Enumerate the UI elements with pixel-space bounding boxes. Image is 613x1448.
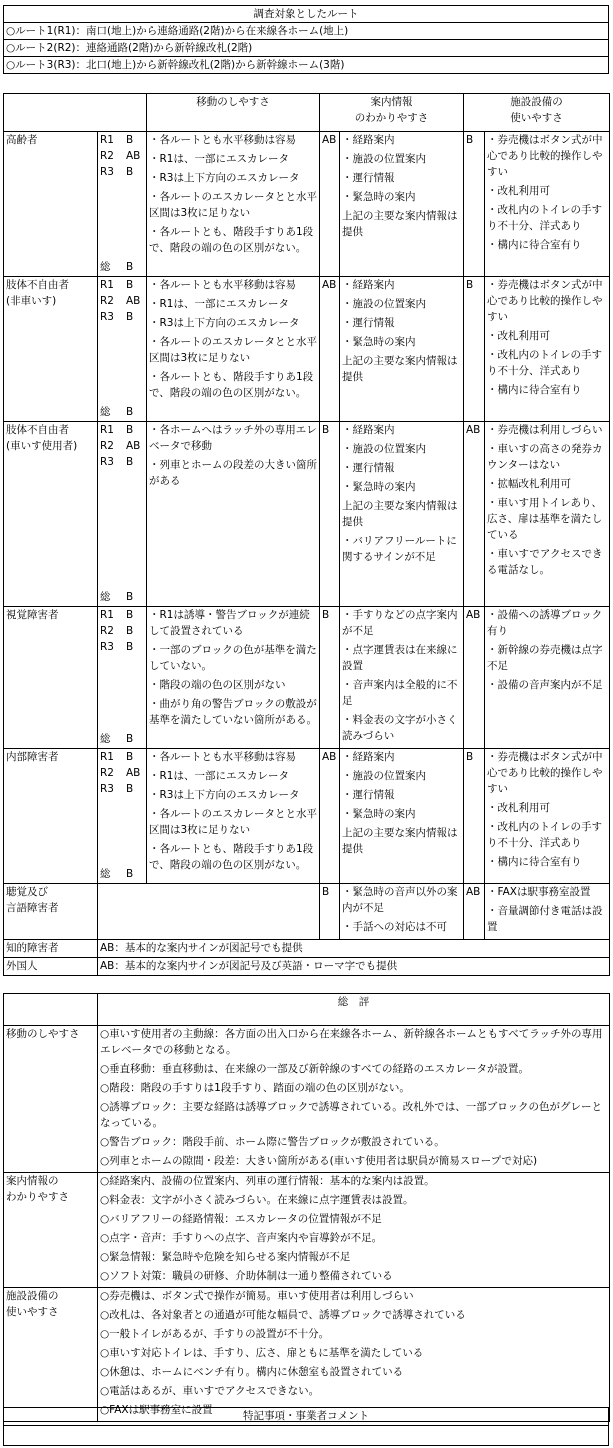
- mobility-item: ・R1は、一部にエスカレータ: [149, 153, 289, 165]
- facility-item: ・改札内のトイレの手すり不十分、洋式あり: [487, 204, 602, 232]
- facility-item: ・券売機はボタン式が中心であり比較的操作しやすい: [487, 751, 603, 795]
- summary-item: ○列車とホームの隙間・段差：大きい箇所がある(車いす使用者は駅員が簡易スロープで対応): [100, 1155, 538, 1167]
- summary-section-label: 施設設備の 使いやすさ: [4, 1288, 98, 1422]
- facility-item: ・改札利用可: [487, 185, 550, 197]
- info-rating: B: [320, 884, 340, 940]
- category-label: 視覚障害者: [4, 607, 98, 749]
- facility-rating: AB: [464, 607, 485, 749]
- facility-cell: [485, 749, 610, 884]
- summary-item: ○経路案内、設備の位置案内、列車の運行情報：基本的な案内は設置。: [100, 1175, 435, 1187]
- facility-item: ・設備の音声案内が不足: [487, 679, 603, 691]
- info-item: ・施設の位置案内: [342, 443, 426, 455]
- eval-header-blank: [4, 94, 147, 132]
- summary-item: ○券売機は、ボタン式で操作が簡易。車いす使用者は利用しづらい: [100, 1290, 414, 1302]
- summary-item: ○一般トイレがあるが、手すりの設置が不十分。: [100, 1328, 330, 1340]
- facility-cell: [485, 422, 610, 607]
- facility-rating: AB: [464, 422, 485, 607]
- facility-item: ・券売機は利用しづらい: [487, 424, 603, 436]
- routes-table: [3, 5, 609, 74]
- category-label: 聴覚及び 言語障害者: [4, 884, 98, 940]
- summary-item: ○料金表：文字が小さく読みづらい。在来線に点字運賃表は設置。: [100, 1194, 414, 1206]
- info-item: ・緊急時の案内: [342, 481, 416, 493]
- facility-item: ・改札利用可: [487, 330, 550, 342]
- mobility-item: ・列車とホームの段差の大きい箇所がある: [149, 459, 317, 487]
- header-mobility: 移動のしやすさ: [147, 94, 320, 132]
- routes-title: 調査対象としたルート: [4, 6, 609, 23]
- route-level: R2 AB: [100, 440, 141, 452]
- mobility-cell: [147, 749, 320, 884]
- info-item: ・音声案内は全般的に不足: [342, 679, 458, 707]
- facility-item: ・券売機はボタン式が中心であり比較的操作しやすい: [487, 279, 603, 323]
- category-label: 知的障害者: [4, 940, 98, 958]
- summary-section-label: 移動のしやすさ: [4, 1026, 98, 1173]
- foreigner-text: AB：基本的な案内サインが図記号及び英語・ローマ字でも提供: [98, 958, 610, 976]
- facility-item: ・改札内のトイレの手すり不十分、洋式あり: [487, 349, 602, 377]
- summary-section-body: [98, 1173, 610, 1288]
- facility-item: ・構内に待合室有り: [487, 239, 582, 251]
- mobility-item: ・各ルートとも水平移動は容易: [149, 134, 296, 146]
- facility-item: ・設備への誘導ブロック有り: [487, 609, 603, 637]
- route-level: R1 B: [100, 609, 134, 621]
- info-cell: [340, 132, 464, 277]
- info-item: ・経路案内: [342, 134, 395, 146]
- summary-title: 総 評: [98, 994, 610, 1026]
- info-item: ・経路案内: [342, 751, 395, 763]
- info-cell: [340, 277, 464, 422]
- info-item: ・手すりなどの点字案内が不足: [342, 609, 458, 637]
- route-level: R3 B: [100, 311, 134, 323]
- summary-section-body: [98, 1026, 610, 1173]
- facility-item: ・車いすの高さの発券カウンターはない: [487, 443, 603, 471]
- facility-item: ・拡幅改札利用可: [487, 478, 571, 490]
- route-level: R1 B: [100, 279, 134, 291]
- intellectual-text: AB：基本的な案内サインが図記号でも提供: [98, 940, 610, 958]
- info-item: ・運行情報: [342, 172, 395, 184]
- info-item: 上記の主要な案内情報は提供: [342, 210, 458, 238]
- facility-rating: B: [464, 132, 485, 277]
- route-level: R2 AB: [100, 767, 141, 779]
- mobility-item: ・R3は上下方向のエスカレータ: [149, 789, 300, 801]
- info-item: ・手話への対応は不可: [342, 921, 447, 933]
- overall-level: 総 B: [100, 261, 134, 273]
- category-label: 外国人: [4, 958, 98, 976]
- info-item: ・経路案内: [342, 279, 395, 291]
- facility-cell: [485, 132, 610, 277]
- facility-cell: [485, 277, 610, 422]
- category-label: 肢体不自由者 (非車いす): [4, 277, 98, 422]
- summary-item: ○FAXは駅事務室に設置: [100, 1404, 213, 1416]
- facility-item: ・FAXは駅事務室設置: [487, 886, 591, 898]
- summary-item: ○車いす対応トイレは、手すり、広さ、扉ともに基準を満たしている: [100, 1347, 424, 1359]
- summary-item: ○車いす使用者の主動線：各方面の出入口から在来線各ホーム、新幹線各ホームともすべてラッチ外の専用エレベータでの移動となる。: [100, 1028, 603, 1056]
- category-label: 高齢者: [4, 132, 98, 277]
- summary-item: ○警告ブロック：階段手前、ホーム際に警告ブロックが敷設されている。: [100, 1136, 445, 1148]
- route-level: R1 B: [100, 424, 134, 436]
- evaluation-table: [3, 93, 610, 976]
- facility-item: ・改札利用可: [487, 802, 550, 814]
- info-rating: AB: [320, 277, 340, 422]
- info-item: ・緊急時の案内: [342, 191, 416, 203]
- route-level: R2 AB: [100, 295, 141, 307]
- summary-item: ○階段：階段の手すりは1段手すり、踏面の端の色の区別がない。: [100, 1082, 410, 1094]
- mobility-item: ・曲がり角の警告ブロックの敷設が基準を満たしていない箇所がある。: [149, 698, 317, 726]
- mobility-item: ・各ホームへはラッチ外の専用エレベータで移動: [149, 424, 317, 452]
- route-level: R2 AB: [100, 150, 141, 162]
- mobility-item: ・各ルートとも、階段手すりあ1段で、階段の端の色の区別がない。: [149, 843, 314, 871]
- route-level: R3 B: [100, 783, 134, 795]
- facility-item: ・構内に待合室有り: [487, 856, 582, 868]
- info-item: 上記の主要な案内情報は提供: [342, 500, 458, 528]
- info-cell: [340, 607, 464, 749]
- route-level: R3 B: [100, 456, 134, 468]
- route-2: ○ルート2(R2)：連絡通路(2階)から新幹線改札(2階): [4, 40, 609, 57]
- facility-item: ・音量調節付き電話は設置: [487, 905, 603, 933]
- mobility-item: ・R1は、一部にエスカレータ: [149, 770, 289, 782]
- info-cell: [340, 749, 464, 884]
- info-rating: AB: [320, 132, 340, 277]
- header-info: 案内情報 のわかりやすさ: [320, 94, 464, 132]
- overall-level: 総 B: [100, 591, 134, 603]
- summary-item: ○改札は、各対象者との通過が可能な幅員で、誘導ブロックで誘導されている: [100, 1309, 466, 1321]
- summary-section-body: [98, 1288, 610, 1422]
- summary-item: ○緊急情報：緊急時や危険を知らせる案内情報が不足: [100, 1251, 351, 1263]
- summary-item: ○垂直移動：垂直移動は、在来線の一部及び新幹線のすべての経路のエスカレータが設置。: [100, 1063, 529, 1075]
- summary-item: ○休憩は、ホームにベンチ有り。構内に休憩室も設置されている: [100, 1366, 404, 1378]
- mobility-item: ・R3は上下方向のエスカレータ: [149, 172, 300, 184]
- info-item: ・緊急時の案内: [342, 336, 416, 348]
- notes-table: [3, 1407, 609, 1446]
- mobility-item: ・各ルートのエスカレータとと水平区間は3枚に足りない: [149, 191, 317, 219]
- mobility-cell: [147, 277, 320, 422]
- mobility-item: ・一部のブロックの色が基準を満たしていない。: [149, 644, 317, 672]
- mobility-item: ・各ルートとも水平移動は容易: [149, 279, 296, 291]
- info-item: ・施設の位置案内: [342, 770, 426, 782]
- info-item: 上記の主要な案内情報は提供: [342, 827, 458, 855]
- info-rating: B: [320, 422, 340, 607]
- facility-item: ・改札内のトイレの手すり不十分、洋式あり: [487, 821, 602, 849]
- summary-item: ○点字・音声：手すりへの点字、音声案内や盲導鈴が不足。: [100, 1232, 383, 1244]
- info-rating: AB: [320, 749, 340, 884]
- info-item: ・運行情報: [342, 317, 395, 329]
- mobility-item: ・階段の端の色の区別がない: [149, 679, 286, 691]
- info-item: ・点字運賃表は在来線に設置: [342, 644, 458, 672]
- summary-item: ○電話はあるが、車いすでアクセスできない。: [100, 1385, 320, 1397]
- mobility-item: ・各ルートのエスカレータとと水平区間は3枚に足りない: [149, 808, 317, 836]
- info-cell: [340, 884, 464, 940]
- route-level: R3 B: [100, 641, 134, 653]
- category-label: 肢体不自由者 (車いす使用者): [4, 422, 98, 607]
- route-level: R3 B: [100, 166, 134, 178]
- facility-rating: AB: [464, 884, 485, 940]
- info-item: 上記の主要な案内情報は提供: [342, 355, 458, 383]
- facility-item: ・券売機はボタン式が中心であり比較的操作しやすい: [487, 134, 603, 178]
- info-item: ・施設の位置案内: [342, 298, 426, 310]
- mobility-item: ・各ルートのエスカレータとと水平区間は3枚に足りない: [149, 336, 317, 364]
- notes-title: 特記事項・事業者コメント: [4, 1408, 609, 1426]
- facility-item: ・新幹線の券売機は点字不足: [487, 644, 603, 672]
- info-item: ・運行情報: [342, 462, 395, 474]
- mobility-cell: [147, 607, 320, 749]
- summary-section-label: 案内情報の わかりやすさ: [4, 1173, 98, 1288]
- mobility-item: ・各ルートとも水平移動は容易: [149, 751, 296, 763]
- mobility-item: ・各ルートとも、階段手すりあ1段で、階段の端の色の区別がない。: [149, 371, 314, 399]
- mobility-item: ・R1は誘導・警告ブロックが連続して設置されている: [149, 609, 310, 637]
- facility-cell: [485, 884, 610, 940]
- info-cell: [340, 422, 464, 607]
- facility-cell: [485, 607, 610, 749]
- facility-rating: B: [464, 277, 485, 422]
- mobility-item: ・各ルートとも、階段手すりあ1段で、階段の端の色の区別がない。: [149, 226, 314, 254]
- notes-body: [4, 1426, 609, 1446]
- mobility-cell: [147, 132, 320, 277]
- overall-level: 総 B: [100, 406, 134, 418]
- info-item: ・経路案内: [342, 424, 395, 436]
- info-item: ・緊急時の音声以外の案内が不足: [342, 886, 458, 914]
- header-facility: 施設設備の 使いやすさ: [464, 94, 610, 132]
- mobility-cell: [147, 422, 320, 607]
- route-level: R1 B: [100, 134, 134, 146]
- mobility-cell: [98, 884, 320, 940]
- route-level: R1 B: [100, 751, 134, 763]
- summary-table: [3, 993, 610, 1422]
- facility-item: ・構内に待合室有り: [487, 384, 582, 396]
- route-1: ○ルート1(R1)：南口(地上)から連絡通路(2階)から在来線各ホーム(地上): [4, 23, 609, 40]
- route-level: R2 B: [100, 625, 134, 637]
- summary-item: ○ソフト対策：職員の研修、介助体制は一通り整備されている: [100, 1270, 393, 1282]
- route-3: ○ルート3(R3)：北口(地上)から新幹線改札(2階)から新幹線ホーム(3階): [4, 57, 609, 74]
- summary-item: ○バリアフリーの経路情報：エスカレータの位置情報が不足: [100, 1213, 382, 1225]
- info-item: ・運行情報: [342, 789, 395, 801]
- category-label: 内部障害者: [4, 749, 98, 884]
- facility-item: ・車いす用トイレあり、広さ、扉は基準を満たしている: [487, 497, 603, 541]
- summary-item: ○誘導ブロック：主要な経路は誘導ブロックで誘導されている。改札外では、一部ブロックの色がグレーとなっている。: [100, 1101, 603, 1129]
- overall-level: 総 B: [100, 733, 134, 745]
- facility-item: ・車いすでアクセスできる電話なし。: [487, 548, 603, 576]
- overall-level: 総 B: [100, 868, 134, 880]
- info-item: ・バリアフリールートに関するサインが不足: [342, 535, 457, 563]
- info-item: ・施設の位置案内: [342, 153, 426, 165]
- info-rating: B: [320, 607, 340, 749]
- facility-rating: B: [464, 749, 485, 884]
- mobility-item: ・R1は、一部にエスカレータ: [149, 298, 289, 310]
- mobility-item: ・R3は上下方向のエスカレータ: [149, 317, 300, 329]
- info-item: ・料金表の文字が小さく読みづらい: [342, 714, 458, 742]
- info-item: ・緊急時の案内: [342, 808, 416, 820]
